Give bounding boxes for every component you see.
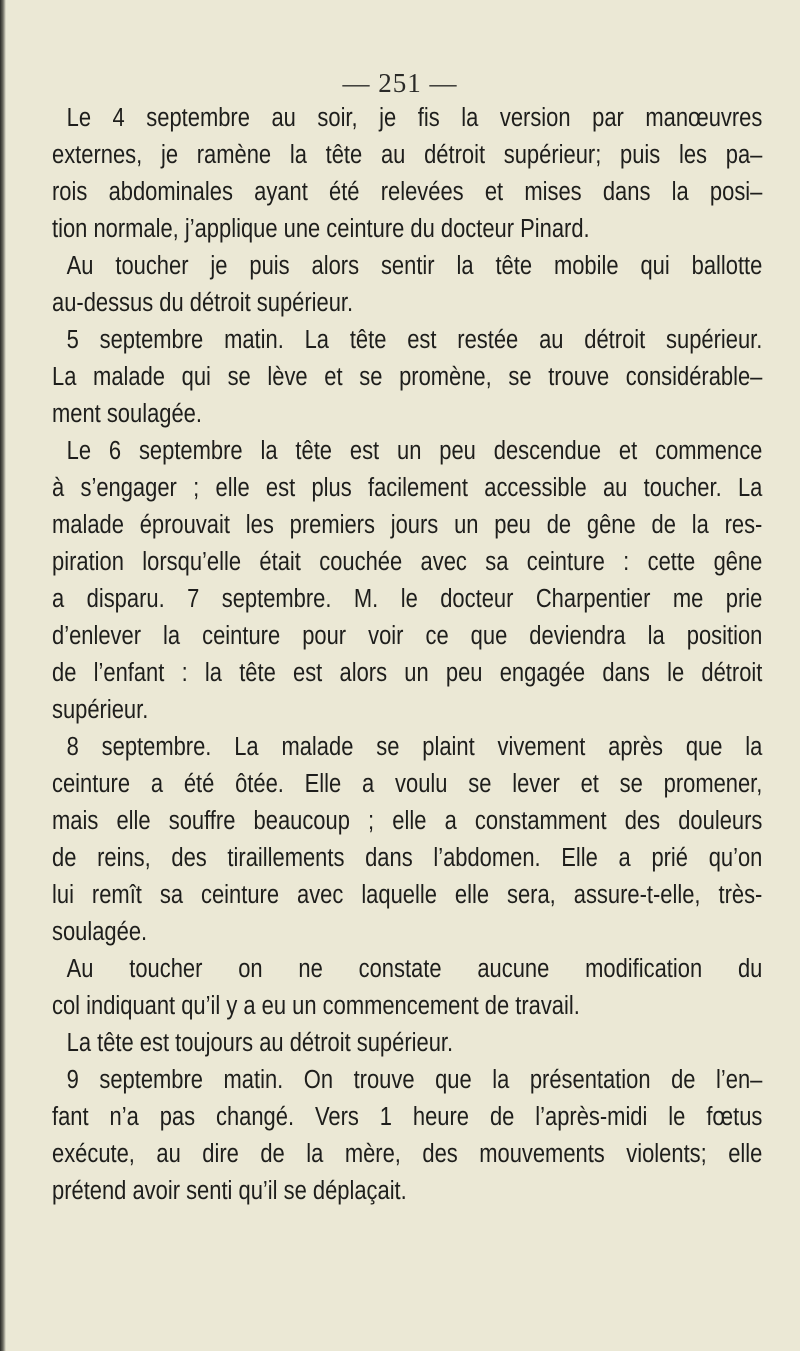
text-line: col indiquant qu’il y a eu un commencement de travail.: [52, 992, 580, 1020]
text-line: mais elle souffre beaucoup ; elle a constamment des douleurs: [52, 807, 763, 835]
text-line: à s’engager ; elle est plus facilement accessible au toucher. La: [52, 474, 763, 502]
text-line: externes, je ramène la tête au détroit supérieur; puis les pa–: [52, 141, 763, 169]
text-line: soulagée.: [52, 918, 148, 946]
text-line: tion normale, j’applique une ceinture du docteur Pinard.: [52, 215, 590, 243]
text-line: de reins, des tiraillements dans l’abdomen. Elle a prié qu’on: [52, 844, 763, 872]
text-line: Au toucher on ne constate aucune modification du: [66, 955, 763, 983]
page-number: — 251 —: [342, 68, 458, 98]
body-text: [52, 100, 763, 1210]
page-edge-shadow: [0, 0, 6, 1351]
text-line: prétend avoir senti qu’il se déplaçait.: [52, 1177, 407, 1205]
text-line: supérieur.: [52, 696, 149, 724]
text-line: La tête est toujours au détroit supérieur.: [66, 1029, 454, 1057]
text-line: La malade qui se lève et se promène, se trouve considérable–: [52, 363, 763, 391]
text-line: malade éprouvait les premiers jours un peu de gêne de la res-: [52, 511, 763, 539]
text-line: exécute, au dire de la mère, des mouvements violents; elle: [52, 1140, 763, 1168]
text-line: fant n’a pas changé. Vers 1 heure de l’après-midi le fœtus: [52, 1103, 763, 1131]
text-line: 9 septembre matin. On trouve que la présentation de l’en–: [66, 1066, 763, 1094]
text-line: Le 4 septembre au soir, je fis la version par manœuvres: [66, 104, 763, 132]
text-line: rois abdominales ayant été relevées et mises dans la posi–: [52, 178, 763, 206]
text-line: de l’enfant : la tête est alors un peu engagée dans le détroit: [52, 659, 763, 687]
text-line: 8 septembre. La malade se plaint vivement après que la: [66, 733, 763, 761]
text-line: ceinture a été ôtée. Elle a voulu se lever et se promener,: [52, 770, 763, 798]
text-line: ment soulagée.: [52, 400, 202, 428]
text-line: au-dessus du détroit supérieur.: [52, 289, 354, 317]
text-line: d’enlever la ceinture pour voir ce que deviendra la position: [52, 622, 763, 650]
text-line: lui remît sa ceinture avec laquelle elle sera, assure-t-elle, très-: [52, 881, 763, 909]
text-line: a disparu. 7 septembre. M. le docteur Charpentier me prie: [52, 585, 763, 613]
text-line: Le 6 septembre la tête est un peu descendue et commence: [66, 437, 763, 465]
text-line: 5 septembre matin. La tête est restée au détroit supérieur.: [66, 326, 763, 354]
text-line: Au toucher je puis alors sentir la tête mobile qui ballotte: [66, 252, 763, 280]
text-line: piration lorsqu’elle était couchée avec sa ceinture : cette gêne: [52, 548, 763, 576]
